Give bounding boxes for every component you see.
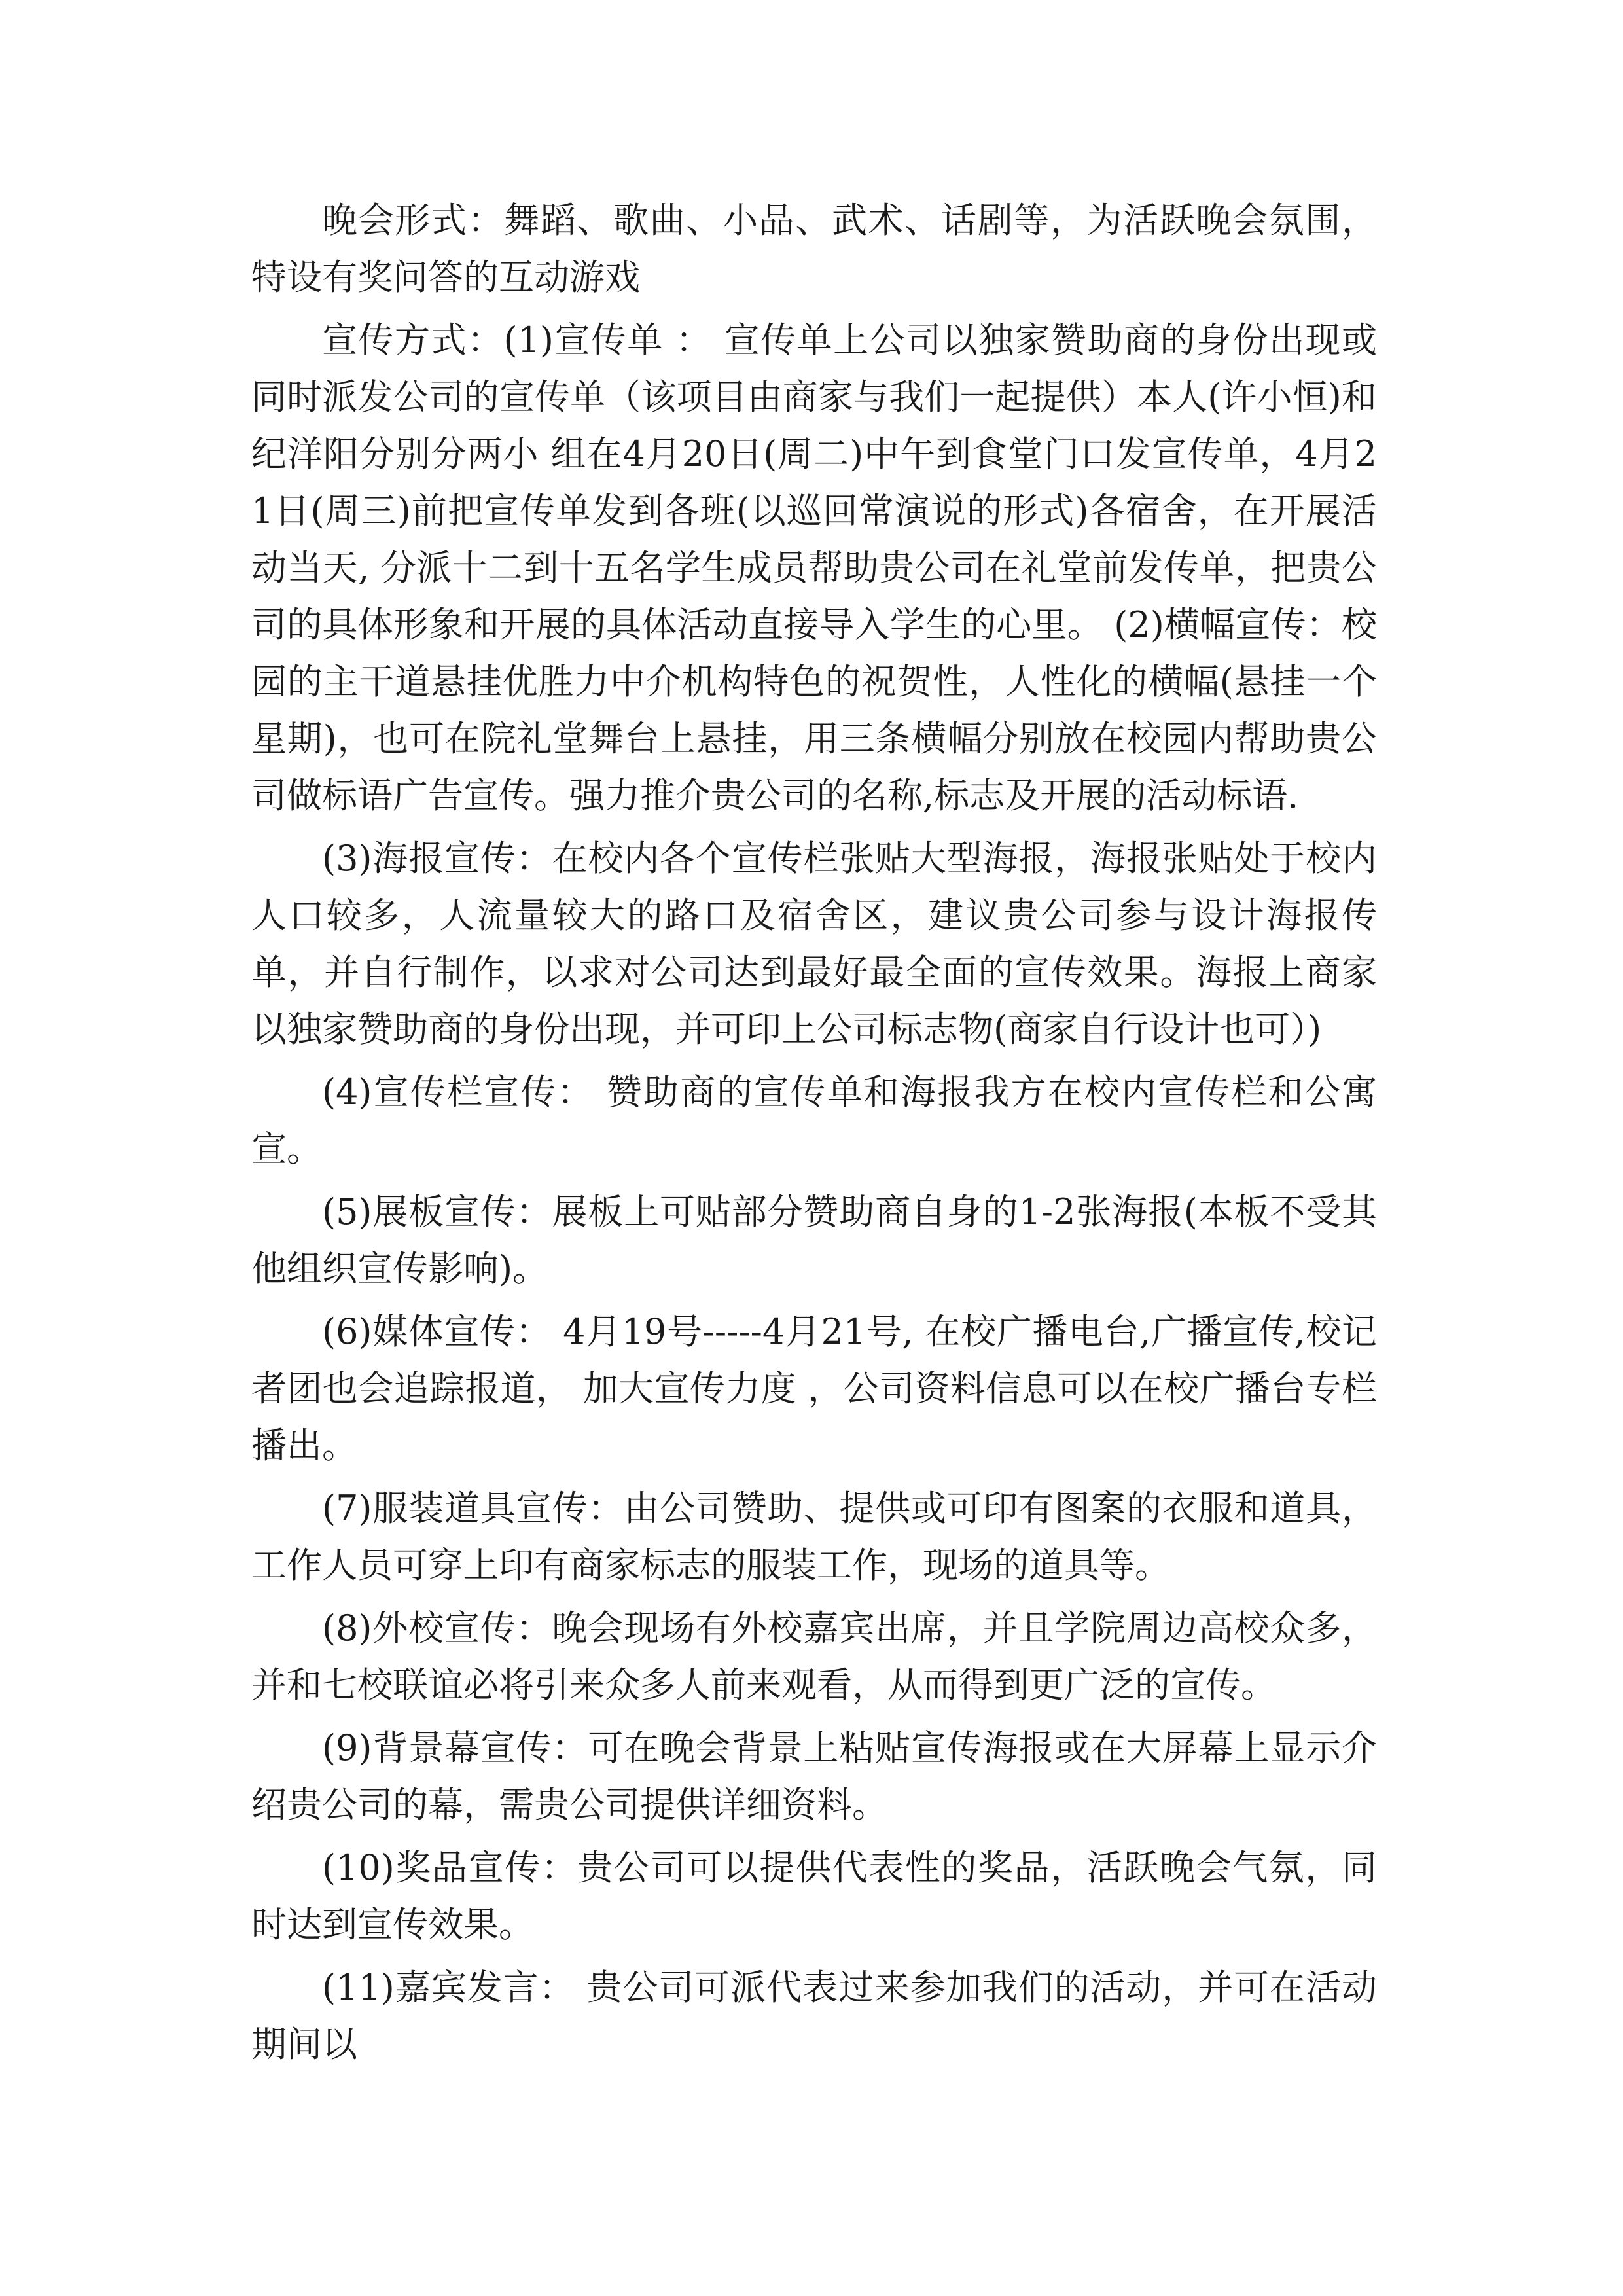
paragraph-backdrop-publicity: (9)背景幕宣传：可在晚会背景上粘贴宣传海报或在大屏幕上显示介绍贵公司的幕，需贵公司提供详细资料。: [251, 1727, 1377, 1825]
paragraph-prize-publicity: (10)奖品宣传：贵公司可以提供代表性的奖品，活跃晚会气氛，同时达到宣传效果。: [251, 1847, 1377, 1945]
paragraph-display-board-publicity: (5)展板宣传：展板上可贴部分赞助商自身的1-2张海报(本板不受其他组织宣传影响)。: [251, 1191, 1377, 1289]
paragraph-costume-prop-publicity: (7)服装道具宣传：由公司赞助、提供或可印有图案的衣服和道具，工作人员可穿上印有商家标志的服装工作，现场的道具等。: [251, 1488, 1377, 1586]
paragraph-media-publicity: (6)媒体宣传： 4月19号-----4月21号, 在校广播电台,广播宣传,校记者团也会追踪报道， 加大宣传力度 ，公司资料信息可以在校广播台专栏播出。: [251, 1311, 1377, 1466]
paragraph-guest-speech: (11)嘉宾发言： 贵公司可派代表过来参加我们的活动，并可在活动期间以: [251, 1967, 1377, 2065]
paragraph-bulletin-board-publicity: (4)宣传栏宣传： 赞助商的宣传单和海报我方在校内宣传栏和公寓宣。: [251, 1071, 1377, 1170]
paragraph-publicity-methods: 宣传方式：(1)宣传单 ： 宣传单上公司以独家赞助商的身份出现或同时派发公司的宣传单（该项目由商家与我们一起提供）本人(许小恒)和纪洋阳分别分两小 组在4月20日(周二)中午到食堂门口发宣传单，4月21日(周三)前把宣传单发到各班(以巡回常演说的形式)各宿舍，在开展活动当天, 分派十二到十五名学生成员帮助贵公司在礼堂前发传单，把贵公司的具体形象和开展的具体活动直接导入学生的心里。 (2)横幅宣传：校园的主干道悬挂优胜力中介机构特色的祝贺性，人性化的横幅(悬挂一个星期)，也可在院礼堂舞台上悬挂，用三条横幅分别放在校园内帮助贵公司做标语广告宣传。强力推介贵公司的名称,标志及开展的活动标语.: [251, 319, 1377, 816]
paragraph-other-school-publicity: (8)外校宣传：晚会现场有外校嘉宾出席，并且学院周边高校众多，并和七校联谊必将引来众多人前来观看，从而得到更广泛的宣传。: [251, 1607, 1377, 1706]
paragraph-poster-publicity: (3)海报宣传：在校内各个宣传栏张贴大型海报，海报张贴处于校内人口较多，人流量较大的路口及宿舍区，建议贵公司参与设计海报传单，并自行制作，以求对公司达到最好最全面的宣传效果。海报上商家以独家赞助商的身份出现，并可印上公司标志物(商家自行设计也可）): [251, 838, 1377, 1050]
document-body: [251, 192, 1377, 2073]
paragraph-evening-format: 晚会形式：舞蹈、歌曲、小品、武术、话剧等，为活跃晚会氛围，特设有奖问答的互动游戏: [251, 200, 1377, 298]
